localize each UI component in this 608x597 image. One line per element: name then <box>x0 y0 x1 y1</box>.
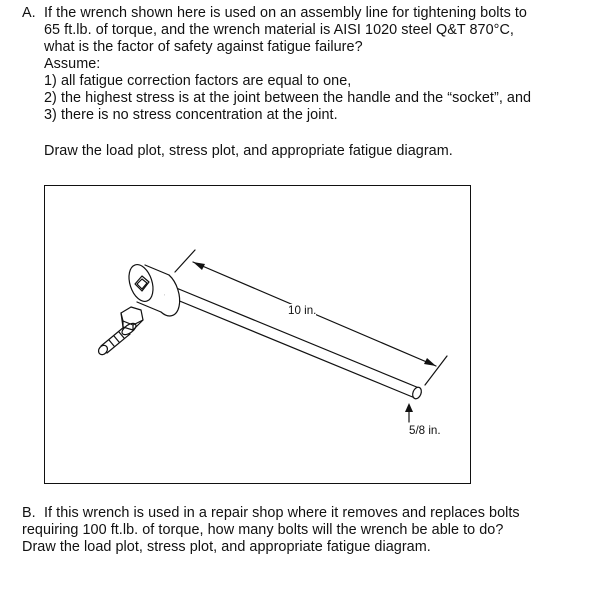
part-b-line-3: Draw the load plot, stress plot, and appropriate fatigue diagram. <box>22 539 431 555</box>
assume-heading: Assume: <box>44 56 101 72</box>
wrench-handle <box>165 285 423 400</box>
assumption-3: 3) there is no stress concentration at the joint. <box>44 107 338 123</box>
length-label: 10 in. <box>288 304 317 317</box>
bolt <box>97 307 143 356</box>
wrench-drawing <box>45 186 472 485</box>
part-a-line-3: what is the factor of safety against fatigue failure? <box>44 39 363 55</box>
length-dimension <box>175 250 447 385</box>
wrench-figure <box>44 185 471 484</box>
length-arrow-left <box>193 262 205 270</box>
part-a-marker: A. <box>22 5 36 21</box>
part-a-line-2: 65 ft.lb. of torque, and the wrench material is AISI 1020 steel Q&T 870°C, <box>44 22 514 38</box>
part-b-marker: B. <box>22 505 36 521</box>
diameter-arrow <box>405 403 413 412</box>
part-a-instruction: Draw the load plot, stress plot, and appropriate fatigue diagram. <box>44 143 453 159</box>
part-a-line-1: If the wrench shown here is used on an assembly line for tightening bolts to <box>44 5 527 21</box>
assumption-1: 1) all fatigue correction factors are equal to one, <box>44 73 352 89</box>
diameter-label: 5/8 in. <box>409 424 441 437</box>
part-b-line-1: If this wrench is used in a repair shop where it removes and replaces bolts <box>44 505 520 521</box>
length-arrow-right <box>424 358 436 366</box>
part-b-line-2: requiring 100 ft.lb. of torque, how many bolts will the wrench be able to do? <box>22 522 504 538</box>
assumption-2: 2) the highest stress is at the joint between the handle and the “socket”, and <box>44 90 532 106</box>
